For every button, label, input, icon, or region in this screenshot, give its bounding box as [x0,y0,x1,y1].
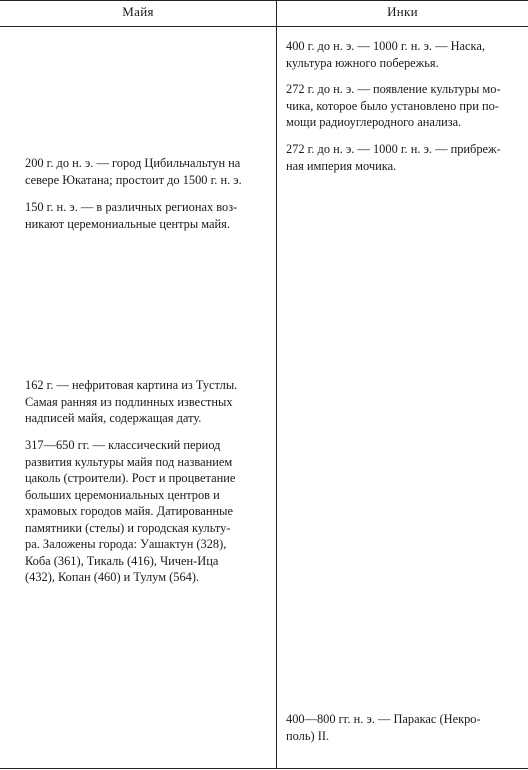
inca-entry-mochica-appearance [286,81,524,131]
entry-line: 272 г. до н. э. — появление культуры мо- [286,82,501,96]
entry-line: надписей майя, содержащая дату. [25,411,202,425]
entry-line: развития культуры майя под названием [25,454,233,469]
maya-entry-tuxtla [25,377,266,427]
entry-line: севере Юкатана; простоит до 1500 г. н. э. [25,172,242,187]
maya-entry-ceremonial-centers [25,199,266,232]
entry-line: 150 г. н. э. — в различных регионах воз- [25,200,238,214]
entry-line: 162 г. — нефритовая картина из Тустлы. [25,378,238,392]
maya-entry-classic-period [25,437,266,586]
entry-line: 272 г. до н. э. — 1000 г. н. э. — прибреж- [286,142,501,156]
header-divider [0,26,528,27]
entry-line: памятники (стелы) и городская культу- [25,520,231,535]
inca-entry-mochica-empire [286,141,524,174]
entry-line: (432), Копан (460) и Тулум (564). [25,570,200,584]
entry-line: никают церемониальные центры майя. [25,216,230,231]
entry-line: больших церемониальных центров и [25,487,220,502]
entry-line: цаколь (строители). Рост и процветание [25,471,236,485]
maya-entry-tsibilchaltun [25,155,266,188]
entry-line: ная империя мочика. [286,158,397,173]
table-bottom-border [0,768,528,769]
entry-line: храмовых городов майя. Датированные [25,504,233,518]
entry-line: чика, которое было установлено при по- [286,98,499,113]
table-top-border [0,0,528,1]
entry-line: мощи радиоуглеродного анализа. [286,115,462,129]
entry-line: 400 г. до н. э. — 1000 г. н. э. — Наска, [286,39,485,53]
entry-line: поль) II. [286,728,330,743]
entry-line: культура южного побережья. [286,55,439,70]
column-header-inca: Инки [387,4,418,19]
entry-line: 317—650 гг. — классический период [25,438,221,452]
entry-line: ра. Заложены города: Уашактун (328), [25,537,227,551]
inca-entry-nazca [286,38,524,71]
entry-line: Самая ранняя из подлинных известных [25,394,233,409]
entry-line: Коба (361), Тикаль (416), Чичен-Ица [25,553,219,568]
column-header-maya: Майя [122,4,154,19]
entry-line: 200 г. до н. э. — город Цибильчальтун на [25,156,241,170]
entry-line: 400—800 гг. н. э. — Паракас (Некро- [286,712,481,726]
column-divider [276,0,277,769]
inca-entry-paracas [286,711,524,744]
